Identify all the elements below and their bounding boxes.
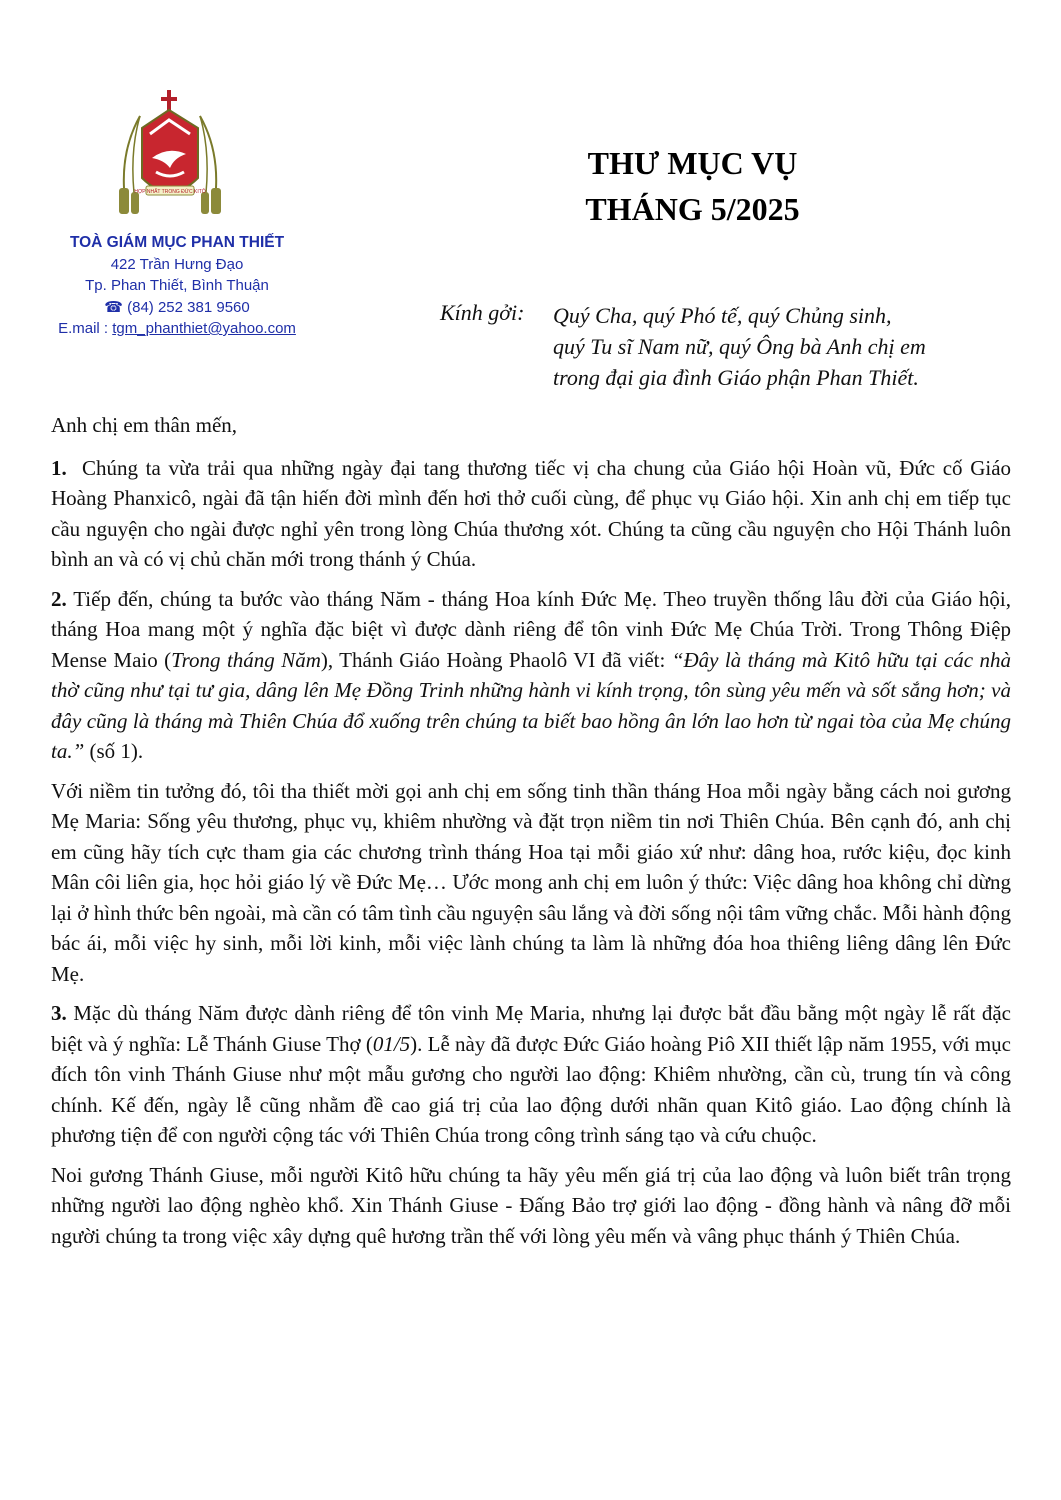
paragraph-text: ), Thánh Giáo Hoàng Phaolô VI đã viết: bbox=[320, 647, 672, 672]
email-label: E.mail : bbox=[58, 320, 113, 337]
paragraph-2 bbox=[51, 584, 1011, 767]
paragraph-1 bbox=[51, 453, 1011, 575]
diocese-crest-logo bbox=[110, 88, 230, 228]
paragraph-number: 2. bbox=[51, 586, 67, 611]
paragraph-number: 3. bbox=[51, 1001, 67, 1025]
crest-motto: HỢP NHẤT TRONG ĐỨC KITÔ bbox=[134, 189, 206, 195]
org-name: TOÀ GIÁM MỤC PHAN THIẾT bbox=[69, 234, 285, 251]
letter-body bbox=[51, 410, 1011, 1260]
paragraph-text: ). Lễ này đã được Đức Giáo hoàng Piô XII thiết lập năm 1955, với mục đích tôn vinh Thánh Giuse như một mẫu gương cho người lao động: Khiêm nhường, cần cù, trung tín và công chính. Kế đến, ngày lễ cũng nhằm đề cao giá trị của lao động dưới nhãn quan Kitô giáo. Lao động chính là phương tiện để con người cộng tác với Thiên Chúa trong công trình sáng tạo và cứu chuộc. bbox=[51, 1031, 1011, 1147]
greeting: Anh chị em thân mến, bbox=[51, 413, 238, 437]
recipients bbox=[553, 300, 926, 393]
paragraph-text: Tiếp đến, chúng ta bước vào tháng Năm - tháng Hoa kính Đức Mẹ. Theo truyền thống lâu đời của Giáo hội, tháng Hoa mang một ý nghĩa đặc biệt vì được dành riêng để tôn vinh Đức Mẹ Chúa Trời. Trong Thông Điệp Mense Maio ( bbox=[51, 586, 1011, 672]
address-line-1: 422 Trần Hưng Đạo bbox=[110, 255, 244, 273]
quote: “Đây là tháng mà Kitô hữu tại các nhà thờ cũng như tại tư gia, dâng lên Mẹ Đồng Trinh những hành vi kính trọng, tôn sùng yêu mến và sốt sắng hơn; và đây cũng là tháng mà Thiên Chúa đổ xuống trên chúng ta biết bao hồng ân lớn lao hơn từ ngai tòa của Mẹ chúng ta.” bbox=[51, 647, 1011, 763]
citation: (số 1). bbox=[84, 739, 144, 763]
address-line-2: Tp. Phan Thiết, Bình Thuận bbox=[85, 277, 269, 294]
paragraph-4 bbox=[51, 998, 1011, 1151]
italic-phrase: Trong tháng Năm bbox=[171, 647, 321, 672]
title-line-2: THÁNG 5/2025 bbox=[585, 191, 800, 227]
paragraph-number: 1. bbox=[51, 455, 67, 480]
letter-title bbox=[440, 140, 945, 232]
salutation-label: Kính gởi: bbox=[440, 300, 525, 325]
email-link[interactable]: tgm_phanthiet@yahoo.com bbox=[112, 320, 296, 337]
paragraph-3: Với niềm tin tưởng đó, tôi tha thiết mời gọi anh chị em sống tinh thần tháng Hoa mỗi ngày bằng cách noi gương Mẹ Maria: Sống yêu thương, phục vụ, khiêm nhường và đặt trọn niềm tin nơi Thiên Chúa. Bên cạnh đó, anh chị em cũng hãy tích cực tham gia các chương trình tháng Hoa tại mỗi giáo xứ như: dâng hoa, rước kiệu, đọc kinh Mân côi liên gia, học hỏi giáo lý về Đức Mẹ… Ước mong anh chị em luôn ý thức: Việc dâng hoa không chỉ dừng lại ở hình thức bên ngoài, mà cần có tâm tình cầu nguyện sâu lắng và đời sống nội tâm vững chắc. Mỗi hành động bác ái, mỗi việc hy sinh, mỗi lời kinh, mỗi việc lành chúng ta làm là những đóa hoa thiêng liêng dâng lên Đức Mẹ. bbox=[51, 778, 1011, 986]
email-line bbox=[32, 318, 322, 340]
paragraph-text: Mặc dù tháng Năm được dành riêng để tôn vinh Mẹ Maria, nhưng lại được bắt đầu bằng một ngày lễ rất đặc biệt và ý nghĩa: Lễ Thánh Giuse Thợ ( bbox=[51, 1001, 1012, 1056]
feast-date: 01/5 bbox=[372, 1031, 411, 1056]
title-line-1: THƯ MỤC VỤ bbox=[587, 145, 798, 181]
diocese-contact-block bbox=[32, 232, 322, 340]
paragraph-text: Chúng ta vừa trải qua những ngày đại tang thương tiếc vị cha chung của Giáo hội Hoàn vũ, Đức cố Giáo Hoàng Phanxicô, ngài đã tận hiến đời mình đến hơi thở cuối cùng, để phục vụ Giáo hội. Xin anh chị em tiếp tục cầu nguyện cho ngài được nghỉ yên trong lòng Chúa thương xót. Chúng ta cũng cầu nguyện cho Hội Thánh luôn bình an và có vị chủ chăn mới trong thánh ý Chúa. bbox=[51, 455, 1012, 571]
phone-number: ☎ (84) 252 381 9560 bbox=[104, 298, 250, 316]
paragraph-5: Noi gương Thánh Giuse, mỗi người Kitô hữu chúng ta hãy yêu mến giá trị của lao động và luôn biết trân trọng những người lao động nghèo khổ. Xin Thánh Giuse - Đấng Bảo trợ giới lao động - đồng hành và nâng đỡ mỗi người chúng ta trong việc xây dựng quê hương trần thế với lòng yêu mến và vâng phục thánh ý Thiên Chúa. bbox=[51, 1162, 1011, 1248]
recipients-line-3: trong đại gia đình Giáo phận Phan Thiết. bbox=[553, 365, 919, 390]
recipients-line-1: Quý Cha, quý Phó tế, quý Chủng sinh, bbox=[553, 303, 892, 328]
recipients-line-2: quý Tu sĩ Nam nữ, quý Ông bà Anh chị em bbox=[553, 334, 926, 359]
